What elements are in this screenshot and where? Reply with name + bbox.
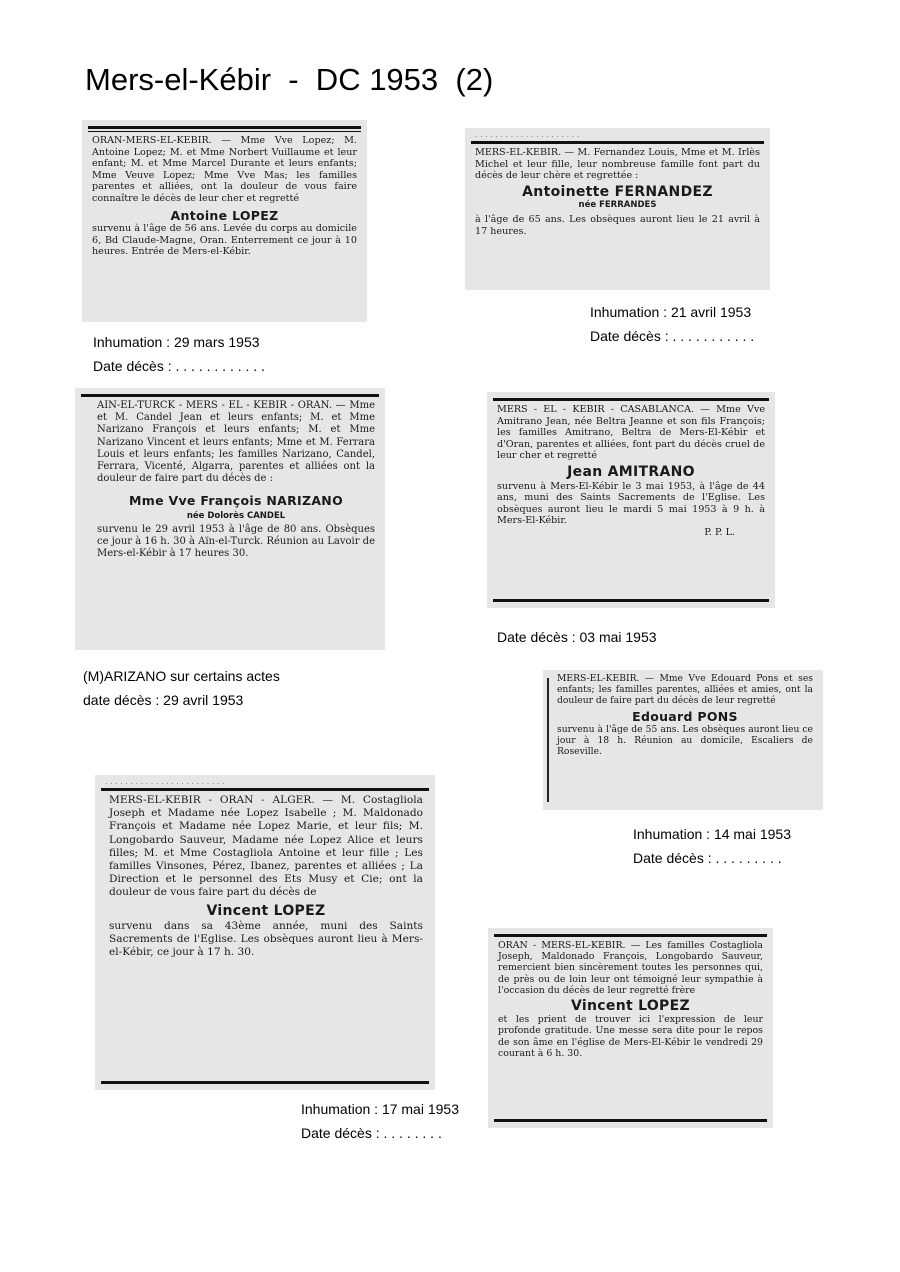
- clipping-details: survenu à Mers-El-Kébir le 3 mai 1953, à l'âge de 44 ans, muni des Saints Sacrements de l'Eglise. Les obsèques auront lieu le mardi 5 mai 1953 à 9 h. à Mers-El-Kébir.: [497, 480, 765, 527]
- clipping-details: à l'âge de 65 ans. Les obsèques auront lieu le 21 avril à 17 heures.: [475, 213, 760, 237]
- clipping-text: ORAN-MERS-EL-KEBIR. — Mme Vve Lopez; M. Antoine Lopez; M. et Mme Norbert Vuillaume et leur enfant; M. et Mme Marcel Durante et leurs enfants; Mme Veuve Lopez; Mme Vve Mas; les familles parentes et alliées, ont la douleur de vous faire connaître le décès de leur cher et regretté: [92, 135, 357, 204]
- clipping-details: survenu à l'âge de 56 ans. Levée du corps au domicile 6, Bd Claude-Magne, Oran. Enterrement ce jour à 10 heures. Entrée de Mers-el-Kébir.: [92, 223, 357, 258]
- deceased-name: Edouard PONS: [632, 709, 738, 724]
- clipping-details: et les prient de trouver ici l'expression de leur profonde gratitude. Une messe sera dite pour le repos de son âme en l'église de Mers-El-Kébir le vendredi 29 courant à 6 h. 30.: [498, 1014, 763, 1059]
- deceased-name: Vincent LOPEZ: [571, 998, 690, 1015]
- clipping-rule: [88, 126, 361, 129]
- date-deces-note: Date décès : . . . . . . . .: [301, 1125, 442, 1141]
- clipping-vincent-lopez-deces: [95, 775, 435, 1090]
- clipping-vincent-lopez-remerciements: [488, 928, 773, 1128]
- inhumation-note: Inhumation : 21 avril 1953: [590, 304, 752, 320]
- clipping-rule: [494, 1119, 767, 1122]
- clipping-narizano: [75, 388, 385, 650]
- deceased-name: Jean AMITRANO: [567, 463, 695, 480]
- clipping-text: AIN-EL-TURCK - MERS - EL - KEBIR - ORAN. — Mme et M. Candel Jean et leurs enfants; M. et Mme Narizano François et leurs enfants; M. et Mme Narizano Vincent et leurs enfants; Mme et M. Ferrara Louis et leurs enfants; les familles Narizano, Candel, Ferrara, Vicenté, Algarra, parentes et alliées ont la douleur de faire part du décès de :: [97, 400, 375, 485]
- deceased-name: Vincent LOPEZ: [206, 902, 326, 919]
- clipping-signature: P. P. L.: [704, 526, 735, 538]
- clipping-text: MERS-EL-KEBIR. — M. Fernandez Louis, Mme et M. Irlès Michel et leur fille, leur nombreuse famille font part du décès de leur chère et regrettée :: [475, 147, 760, 182]
- name-variant-note: (M)ARIZANO sur certains actes: [83, 668, 280, 684]
- clipping-rule: [493, 599, 769, 602]
- maiden-name: née Dolorès CANDEL: [186, 510, 286, 521]
- clipping-jean-amitrano: [487, 392, 775, 608]
- inhumation-note: Inhumation : 17 mai 1953: [301, 1101, 459, 1117]
- inhumation-note: Inhumation : 29 mars 1953: [93, 334, 260, 350]
- inhumation-note: Inhumation : 14 mai 1953: [633, 826, 791, 842]
- clipping-details: survenu le 29 avril 1953 à l'âge de 80 ans. Obsèques ce jour à 16 h. 30 à Aïn-el-Turck. Réunion au Lavoir de Mers-el-Kébir à 17 heures 30.: [97, 523, 375, 560]
- clipping-text: ORAN - MERS-EL-KEBIR. — Les familles Costagliola Joseph, Maldonado François, Longobardo Sauveur, remercient bien sincèrement toutes les personnes qui, de près ou de loin leur ont témoigné leur sympathie à l'occasion du décès de leur regretté frère: [498, 940, 763, 996]
- clipping-details: survenu à l'âge de 55 ans. Les obsèques auront lieu ce jour à 18 h. Réunion au domicile, Escaliers de Roseville.: [557, 724, 813, 757]
- clipping-text: MERS-EL-KEBIR. — Mme Vve Edouard Pons et ses enfants; les familles parentes, alliées et amies, ont la douleur de faire part du décès de leur regretté: [557, 673, 813, 706]
- deceased-name: Mme Vve François NARIZANO: [129, 493, 343, 509]
- deceased-name: Antoine LOPEZ: [170, 207, 279, 223]
- deceased-name: Antoinette FERNANDEZ: [522, 183, 713, 200]
- date-deces-note: Date décès : . . . . . . . . . . . .: [93, 358, 265, 374]
- clipping-text: MERS - EL - KEBIR - CASABLANCA. — Mme Vve Amitrano Jean, née Beltra Jeanne et son fils François; les familles Amitrano, Beltra de Mers-El-Kébir et d'Oran, parentes et alliées, font part du décès cruel de leur cher et regretté: [497, 404, 765, 462]
- maiden-name: née FERRANDES: [578, 200, 657, 211]
- date-deces-note: Date décès : 03 mai 1953: [497, 629, 657, 645]
- date-deces-note: Date décès : . . . . . . . . .: [633, 850, 782, 866]
- date-deces-note: Date décès : . . . . . . . . . . .: [590, 328, 755, 344]
- date-deces-note: date décès : 29 avril 1953: [83, 692, 244, 708]
- clipping-rule: [547, 678, 549, 802]
- clipping-text: MERS-EL-KEBIR - ORAN - ALGER. — M. Costagliola Joseph et Madame née Lopez Isabelle ; M. Maldonado François et Madame née Lopez Marie, et leur fils; M. Longobardo Sauveur, Madame née Lopez Alice et leurs filles; M. et Mme Costagliola Antoine et leur fille ; Les familles Vinsones, Pérez, Ibanez, parentes et alliées ; La Direction et le personnel des Ets Musy et Cie; ont la douleur de vous faire part du décès de: [109, 794, 423, 899]
- clipping-details: survenu dans sa 43ème année, muni des Saints Sacrements de l'Eglise. Les obsèques auront lieu à Mers-el-Kébir, ce jour à 17 h. 30.: [109, 919, 423, 959]
- page-title: Mers-el-Kébir - DC 1953 (2): [85, 62, 494, 97]
- clipping-antoine-lopez: [82, 120, 367, 322]
- clipping-rule: [101, 1081, 429, 1084]
- clipping-fragment: . . . . . . . . . . . . . . . . . . . . .: [475, 130, 580, 139]
- clipping-fragment: . . . . . . . . . . . . . . . . . . . . . . . .: [105, 777, 225, 786]
- clipping-edouard-pons: [543, 670, 823, 810]
- clipping-antoinette-fernandez: [465, 128, 770, 290]
